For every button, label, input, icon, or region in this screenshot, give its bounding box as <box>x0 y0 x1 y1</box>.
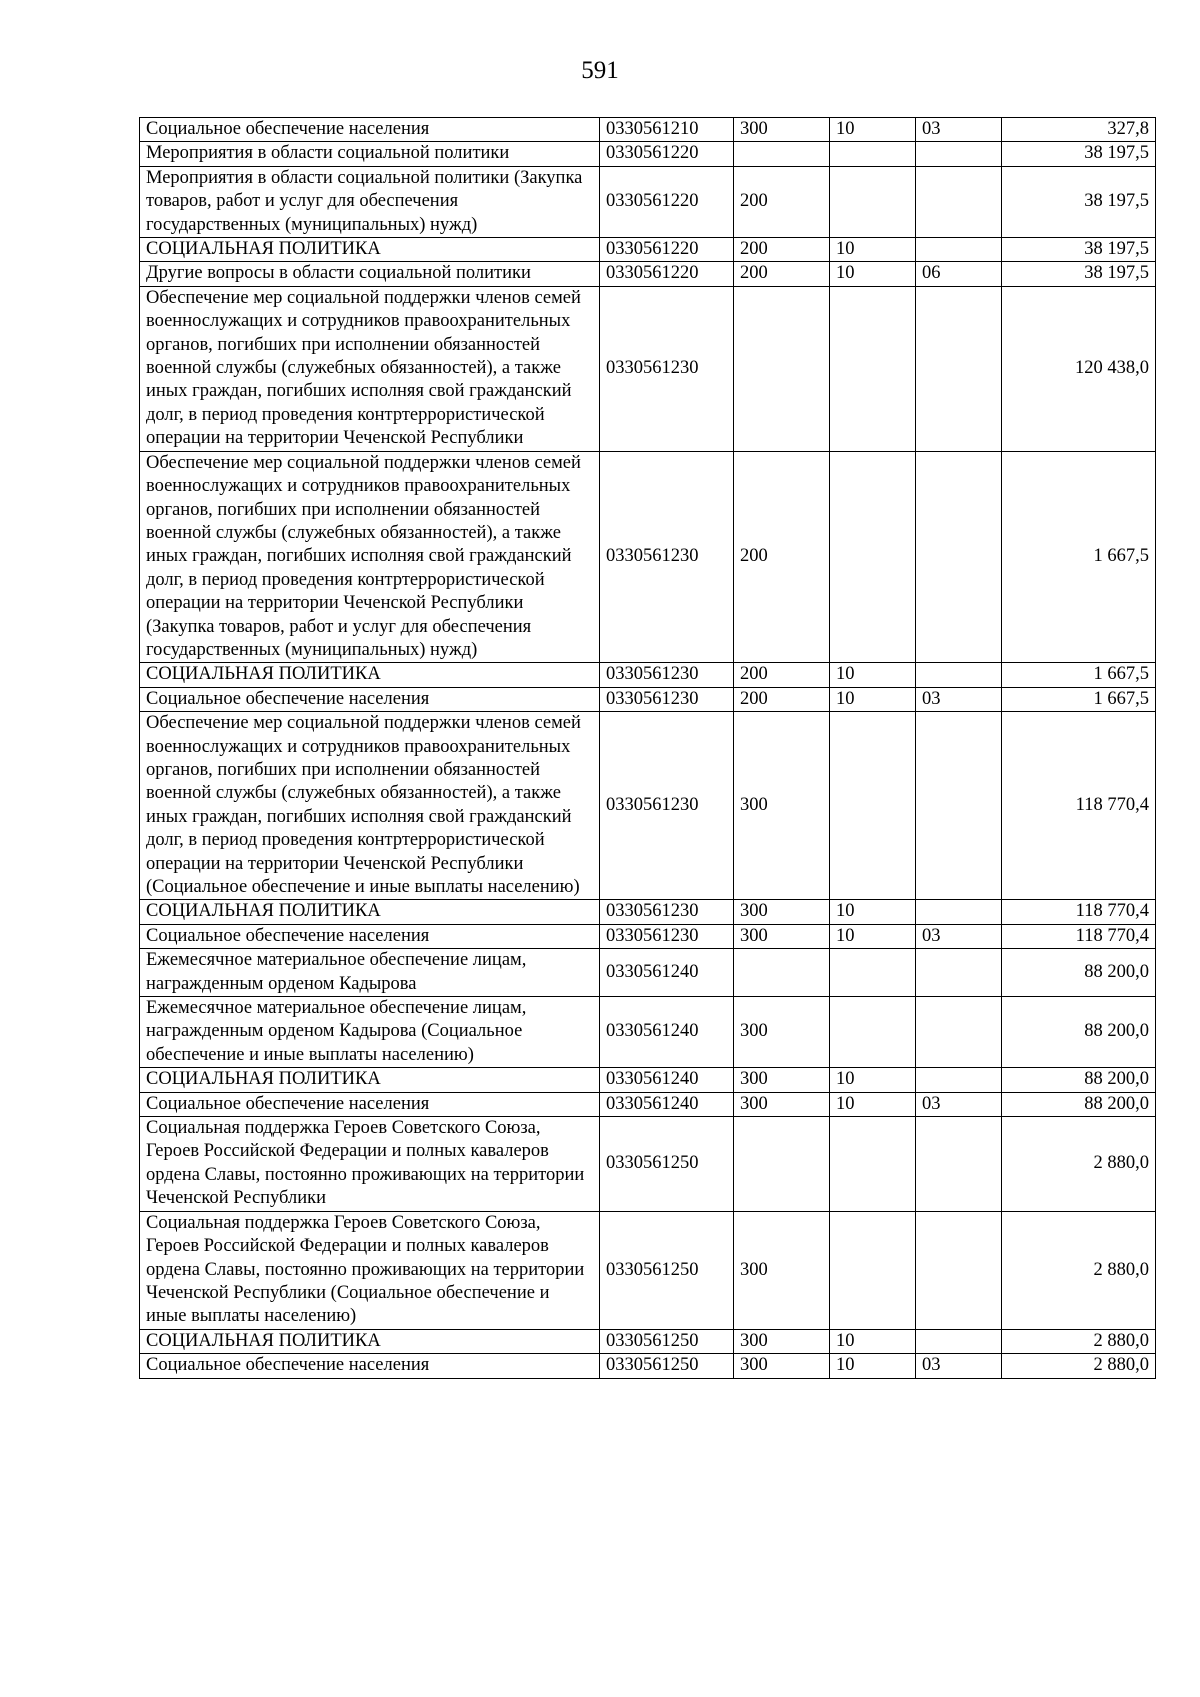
table-row <box>140 663 1156 687</box>
row-subsection: 03 <box>916 687 1002 711</box>
row-type: 300 <box>734 900 830 924</box>
row-code: 0330561230 <box>600 924 734 948</box>
row-code: 0330561240 <box>600 1092 734 1116</box>
table-row <box>140 142 1156 166</box>
row-type <box>734 949 830 997</box>
row-section: 10 <box>830 663 916 687</box>
row-sum: 2 880,0 <box>1002 1354 1156 1378</box>
table-row <box>140 451 1156 663</box>
row-subsection: 03 <box>916 1354 1002 1378</box>
row-subsection <box>916 949 1002 997</box>
table-row <box>140 1117 1156 1212</box>
row-sum: 88 200,0 <box>1002 997 1156 1068</box>
table-row <box>140 166 1156 237</box>
row-section <box>830 142 916 166</box>
row-code: 0330561230 <box>600 687 734 711</box>
table-row <box>140 118 1156 142</box>
row-section <box>830 286 916 451</box>
row-section <box>830 997 916 1068</box>
table-row <box>140 900 1156 924</box>
row-type: 200 <box>734 238 830 262</box>
table-row <box>140 1354 1156 1378</box>
row-type: 200 <box>734 262 830 286</box>
row-name: СОЦИАЛЬНАЯ ПОЛИТИКА <box>140 663 600 687</box>
table-row <box>140 286 1156 451</box>
row-subsection <box>916 712 1002 900</box>
row-subsection <box>916 1117 1002 1212</box>
row-code: 0330561220 <box>600 262 734 286</box>
row-sum: 38 197,5 <box>1002 238 1156 262</box>
table-row <box>140 712 1156 900</box>
row-code: 0330561230 <box>600 451 734 663</box>
row-code: 0330561250 <box>600 1354 734 1378</box>
row-code: 0330561250 <box>600 1211 734 1329</box>
table-row <box>140 1211 1156 1329</box>
row-sum: 118 770,4 <box>1002 900 1156 924</box>
row-name: Социальное обеспечение населения <box>140 118 600 142</box>
row-sum: 38 197,5 <box>1002 142 1156 166</box>
row-code: 0330561230 <box>600 286 734 451</box>
row-section: 10 <box>830 118 916 142</box>
row-type: 300 <box>734 712 830 900</box>
row-sum: 1 667,5 <box>1002 451 1156 663</box>
row-type: 200 <box>734 166 830 237</box>
table-row <box>140 949 1156 997</box>
row-name: СОЦИАЛЬНАЯ ПОЛИТИКА <box>140 900 600 924</box>
row-subsection <box>916 451 1002 663</box>
row-name: Обеспечение мер социальной поддержки членов семей военнослужащих и сотрудников правоохранительных органов, погибших при исполнении обязанностей военной службы (служебных обязанностей), а также иных граждан, погибших исполняя свой гражданский долг, в период проведения контртеррористической операции на территории Чеченской Республики (Социальное обеспечение и иные выплаты населению) <box>140 712 600 900</box>
row-name: Обеспечение мер социальной поддержки членов семей военнослужащих и сотрудников правоохранительных органов, погибших при исполнении обязанностей военной службы (служебных обязанностей), а также иных граждан, погибших исполняя свой гражданский долг, в период проведения контртеррористической операции на территории Чеченской Республики <box>140 286 600 451</box>
row-code: 0330561210 <box>600 118 734 142</box>
row-sum: 2 880,0 <box>1002 1117 1156 1212</box>
row-type: 300 <box>734 1068 830 1092</box>
row-section: 10 <box>830 924 916 948</box>
row-subsection <box>916 900 1002 924</box>
row-code: 0330561240 <box>600 1068 734 1092</box>
row-name: Ежемесячное материальное обеспечение лицам, награжденным орденом Кадырова <box>140 949 600 997</box>
row-subsection: 03 <box>916 1092 1002 1116</box>
row-section: 10 <box>830 1354 916 1378</box>
row-section: 10 <box>830 1092 916 1116</box>
row-subsection <box>916 142 1002 166</box>
row-name: СОЦИАЛЬНАЯ ПОЛИТИКА <box>140 1329 600 1353</box>
row-subsection <box>916 1068 1002 1092</box>
budget-table <box>139 117 1156 1379</box>
row-type <box>734 1117 830 1212</box>
row-section <box>830 166 916 237</box>
row-sum: 88 200,0 <box>1002 1068 1156 1092</box>
row-sum: 1 667,5 <box>1002 663 1156 687</box>
row-sum: 1 667,5 <box>1002 687 1156 711</box>
row-code: 0330561250 <box>600 1329 734 1353</box>
row-subsection <box>916 238 1002 262</box>
row-sum: 2 880,0 <box>1002 1329 1156 1353</box>
row-code: 0330561220 <box>600 238 734 262</box>
row-code: 0330561250 <box>600 1117 734 1212</box>
row-sum: 88 200,0 <box>1002 949 1156 997</box>
row-code: 0330561230 <box>600 900 734 924</box>
row-section <box>830 1117 916 1212</box>
row-sum: 120 438,0 <box>1002 286 1156 451</box>
row-section: 10 <box>830 1068 916 1092</box>
row-subsection <box>916 997 1002 1068</box>
table-row <box>140 1092 1156 1116</box>
row-section <box>830 451 916 663</box>
table-row <box>140 924 1156 948</box>
row-sum: 118 770,4 <box>1002 712 1156 900</box>
row-type <box>734 286 830 451</box>
row-sum: 2 880,0 <box>1002 1211 1156 1329</box>
row-subsection: 06 <box>916 262 1002 286</box>
table-row <box>140 997 1156 1068</box>
row-section: 10 <box>830 238 916 262</box>
row-type: 300 <box>734 1329 830 1353</box>
row-code: 0330561220 <box>600 166 734 237</box>
row-name: Мероприятия в области социальной политики <box>140 142 600 166</box>
row-name: Социальное обеспечение населения <box>140 1354 600 1378</box>
row-type: 300 <box>734 1211 830 1329</box>
row-type: 200 <box>734 687 830 711</box>
row-type: 200 <box>734 451 830 663</box>
table-row <box>140 238 1156 262</box>
row-type: 300 <box>734 1092 830 1116</box>
row-type: 300 <box>734 118 830 142</box>
row-name: Другие вопросы в области социальной политики <box>140 262 600 286</box>
row-subsection <box>916 166 1002 237</box>
row-code: 0330561240 <box>600 949 734 997</box>
row-code: 0330561240 <box>600 997 734 1068</box>
row-type: 300 <box>734 924 830 948</box>
row-code: 0330561230 <box>600 712 734 900</box>
row-section: 10 <box>830 687 916 711</box>
row-section <box>830 949 916 997</box>
row-sum: 38 197,5 <box>1002 166 1156 237</box>
row-type: 300 <box>734 1354 830 1378</box>
row-name: Социальное обеспечение населения <box>140 1092 600 1116</box>
row-section: 10 <box>830 262 916 286</box>
row-section: 10 <box>830 900 916 924</box>
row-name: Ежемесячное материальное обеспечение лицам, награжденным орденом Кадырова (Социальное обеспечение и иные выплаты населению) <box>140 997 600 1068</box>
row-type: 200 <box>734 663 830 687</box>
row-subsection <box>916 286 1002 451</box>
row-name: Мероприятия в области социальной политики (Закупка товаров, работ и услуг для обеспечения государственных (муниципальных) нужд) <box>140 166 600 237</box>
row-name: СОЦИАЛЬНАЯ ПОЛИТИКА <box>140 238 600 262</box>
row-sum: 118 770,4 <box>1002 924 1156 948</box>
row-section <box>830 712 916 900</box>
row-section: 10 <box>830 1329 916 1353</box>
table-row <box>140 262 1156 286</box>
row-name: Социальная поддержка Героев Советского Союза, Героев Российской Федерации и полных кавалеров ордена Славы, постоянно проживающих на территории Чеченской Республики (Социальное обеспечение и иные выплаты населению) <box>140 1211 600 1329</box>
row-sum: 88 200,0 <box>1002 1092 1156 1116</box>
table-row <box>140 1068 1156 1092</box>
row-name: Обеспечение мер социальной поддержки членов семей военнослужащих и сотрудников правоохранительных органов, погибших при исполнении обязанностей военной службы (служебных обязанностей), а также иных граждан, погибших исполняя свой гражданский долг, в период проведения контртеррористической операции на территории Чеченской Республики (Закупка товаров, работ и услуг для обеспечения государственных (муниципальных) нужд) <box>140 451 600 663</box>
row-type: 300 <box>734 997 830 1068</box>
row-section <box>830 1211 916 1329</box>
row-sum: 38 197,5 <box>1002 262 1156 286</box>
row-subsection: 03 <box>916 118 1002 142</box>
row-name: Социальное обеспечение населения <box>140 687 600 711</box>
row-subsection <box>916 1211 1002 1329</box>
row-code: 0330561230 <box>600 663 734 687</box>
row-subsection <box>916 663 1002 687</box>
row-type <box>734 142 830 166</box>
table-row <box>140 687 1156 711</box>
row-subsection <box>916 1329 1002 1353</box>
row-name: СОЦИАЛЬНАЯ ПОЛИТИКА <box>140 1068 600 1092</box>
row-subsection: 03 <box>916 924 1002 948</box>
row-code: 0330561220 <box>600 142 734 166</box>
table-row <box>140 1329 1156 1353</box>
row-name: Социальное обеспечение населения <box>140 924 600 948</box>
row-sum: 327,8 <box>1002 118 1156 142</box>
page-number: 591 <box>581 57 619 84</box>
row-name: Социальная поддержка Героев Советского Союза, Героев Российской Федерации и полных кавалеров ордена Славы, постоянно проживающих на территории Чеченской Республики <box>140 1117 600 1212</box>
